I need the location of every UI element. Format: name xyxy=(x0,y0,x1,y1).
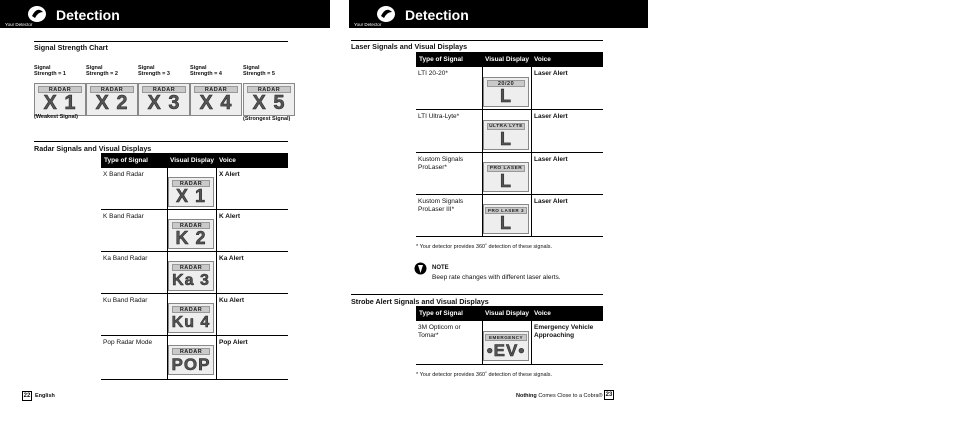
footer-tagline-bold: Nothing xyxy=(516,393,537,399)
voice-alert: Laser Alert xyxy=(534,198,568,205)
signal-type: K Band Radar xyxy=(103,213,144,220)
strength-label-2: Strength = 4 xyxy=(190,71,222,77)
display-badge xyxy=(483,77,529,107)
table-row xyxy=(101,168,288,210)
badge-top-label: EMERGENCY xyxy=(485,334,527,341)
badge-big-text: X 1 xyxy=(43,92,77,114)
footer-language: English xyxy=(35,393,55,399)
badge-top-label: RADAR xyxy=(172,180,210,187)
strength-label-1: Signal xyxy=(243,65,260,71)
page-number: 22 xyxy=(23,393,31,399)
signal-type: Pop Radar Mode xyxy=(103,339,153,346)
footer-tagline xyxy=(516,393,603,399)
badge-top-label: ULTRA LYTE xyxy=(487,123,525,130)
table-row xyxy=(416,321,603,365)
badge-big-text: X 4 xyxy=(199,92,233,114)
strength-label-2: Strength = 5 xyxy=(243,71,275,77)
voice-alert: Laser Alert xyxy=(534,156,568,163)
voice-alert: Laser Alert xyxy=(534,113,568,120)
signal-type: ProLaser* xyxy=(418,164,447,171)
table-row xyxy=(416,153,603,195)
strength-item xyxy=(138,65,170,77)
badge-top-label: PRO LASER xyxy=(487,165,525,172)
badge-big-text: Ku 4 xyxy=(171,314,211,331)
strength-item xyxy=(86,65,118,77)
strength-label-2: Strength = 2 xyxy=(86,71,118,77)
display-badge xyxy=(168,345,214,375)
footnote: * Your detector provides 360˚ detection of these signals. xyxy=(416,244,553,250)
table-row xyxy=(101,252,288,294)
table-header xyxy=(416,52,603,67)
table-row xyxy=(101,210,288,252)
table-header xyxy=(101,153,288,168)
footer-tagline-text: Comes Close to a Cobra® xyxy=(538,393,603,399)
section-rule xyxy=(351,40,603,41)
badge-top-label: RADAR xyxy=(194,86,238,93)
badge-big-text: •EV• xyxy=(486,341,526,360)
badge-top-label: RADAR xyxy=(172,348,210,355)
signal-type: ProLaser III* xyxy=(418,206,455,213)
page-title: Detection xyxy=(56,7,120,23)
table-row xyxy=(416,195,603,237)
signal-type: Ka Band Radar xyxy=(103,255,148,262)
badge-top-label: PRO LASER 3 xyxy=(485,207,527,214)
header-section-label: Your Detector xyxy=(5,22,33,27)
section-rule xyxy=(34,141,288,142)
strength-label-1: Signal xyxy=(138,65,155,71)
section-title: Strobe Alert Signals and Visual Displays xyxy=(351,297,489,306)
display-badge xyxy=(168,219,214,249)
display-badge xyxy=(168,303,214,333)
badge-top-label: RADAR xyxy=(172,222,210,229)
signal-type: Ku Band Radar xyxy=(103,297,148,304)
table-row xyxy=(101,294,288,336)
strongest-label: (Strongest Signal) xyxy=(243,116,291,122)
badge-big-text: Ka 3 xyxy=(172,272,210,289)
badge-big-text: L xyxy=(500,171,512,191)
badge-top-label: 20/20 xyxy=(487,80,525,87)
badge-top-label: RADAR xyxy=(38,86,82,93)
voice-alert: Ka Alert xyxy=(219,255,244,262)
signal-type: X Band Radar xyxy=(103,171,144,178)
display-badge xyxy=(34,83,86,116)
cobra-logo-icon xyxy=(26,4,48,24)
badge-big-text: X 5 xyxy=(252,92,286,114)
badge-top-label: RADAR xyxy=(90,86,134,93)
footnote: * Your detector provides 360˚ detection of these signals. xyxy=(416,372,553,378)
voice-alert: Laser Alert xyxy=(534,70,568,77)
right-header-bar xyxy=(349,0,648,28)
badge-top-label: RADAR xyxy=(172,306,210,313)
voice-alert: Pop Alert xyxy=(219,339,248,346)
badge-top-label: RADAR xyxy=(172,264,210,271)
cobra-logo-icon xyxy=(375,4,397,24)
badge-big-text: L xyxy=(500,86,512,106)
badge-top-label: RADAR xyxy=(142,86,186,93)
col-header-display: Visual Display xyxy=(485,56,529,63)
strength-item xyxy=(243,65,275,77)
table-row xyxy=(416,67,603,110)
badge-big-text: K 2 xyxy=(175,228,207,248)
col-header-type: Type of Signal xyxy=(419,310,463,317)
section-rule xyxy=(351,294,603,295)
section-title: Laser Signals and Visual Displays xyxy=(351,42,468,51)
badge-big-text: X 1 xyxy=(175,186,207,206)
table-header xyxy=(416,306,603,321)
page-title: Detection xyxy=(405,7,469,23)
badge-big-text: L xyxy=(500,213,512,233)
strength-label-1: Signal xyxy=(34,65,51,71)
signal-type: Tomar* xyxy=(418,332,439,339)
col-header-display: Visual Display xyxy=(170,157,214,164)
display-badge xyxy=(243,83,295,116)
badge-big-text: X 2 xyxy=(95,92,129,114)
section-rule xyxy=(34,41,288,42)
weakest-label: (Weakest Signal) xyxy=(34,114,78,120)
note-title: NOTE xyxy=(432,265,449,271)
display-badge xyxy=(483,331,529,361)
col-header-voice: Voice xyxy=(534,310,551,317)
note-icon xyxy=(414,262,427,275)
display-badge xyxy=(483,120,529,150)
display-badge xyxy=(483,162,529,192)
section-title: Signal Strength Chart xyxy=(34,43,108,52)
display-badge xyxy=(483,204,529,234)
voice-alert: K Alert xyxy=(219,213,241,220)
strength-label-1: Signal xyxy=(86,65,103,71)
display-badge xyxy=(190,83,242,116)
table-row xyxy=(101,336,288,380)
badge-top-label: RADAR xyxy=(247,86,291,93)
display-badge xyxy=(168,177,214,207)
display-badge xyxy=(138,83,190,116)
signal-type: Kustom Signals xyxy=(418,198,464,205)
col-header-display: Visual Display xyxy=(485,310,529,317)
strength-label-2: Strength = 1 xyxy=(34,71,66,77)
col-header-voice: Voice xyxy=(219,157,236,164)
badge-big-text: POP xyxy=(171,355,211,374)
note-text: Beep rate changes with different laser alerts. xyxy=(432,274,561,281)
badge-big-text: L xyxy=(500,129,512,149)
page-number: 23 xyxy=(605,392,613,398)
table-row xyxy=(416,110,603,153)
strength-label-1: Signal xyxy=(190,65,207,71)
signal-type: 3M Opticom or xyxy=(418,324,461,331)
col-header-voice: Voice xyxy=(534,56,551,63)
voice-alert: Ku Alert xyxy=(219,297,245,304)
strength-item xyxy=(190,65,222,77)
display-badge xyxy=(168,261,214,291)
signal-type: LTI Ultra-Lyte* xyxy=(418,113,460,120)
col-header-type: Type of Signal xyxy=(419,56,463,63)
voice-alert: Approaching xyxy=(534,332,575,339)
header-section-label: Your Detector xyxy=(354,22,382,27)
voice-alert: Emergency Vehicle xyxy=(534,324,594,331)
left-header-bar xyxy=(0,0,330,28)
signal-type: Kustom Signals xyxy=(418,156,464,163)
voice-alert: X Alert xyxy=(219,171,240,178)
display-badge xyxy=(86,83,138,116)
badge-big-text: X 3 xyxy=(147,92,181,114)
strength-item xyxy=(34,65,66,77)
signal-type: LTI 20-20* xyxy=(418,70,448,77)
strength-label-2: Strength = 3 xyxy=(138,71,170,77)
section-title: Radar Signals and Visual Displays xyxy=(34,144,152,153)
col-header-type: Type of Signal xyxy=(104,157,148,164)
